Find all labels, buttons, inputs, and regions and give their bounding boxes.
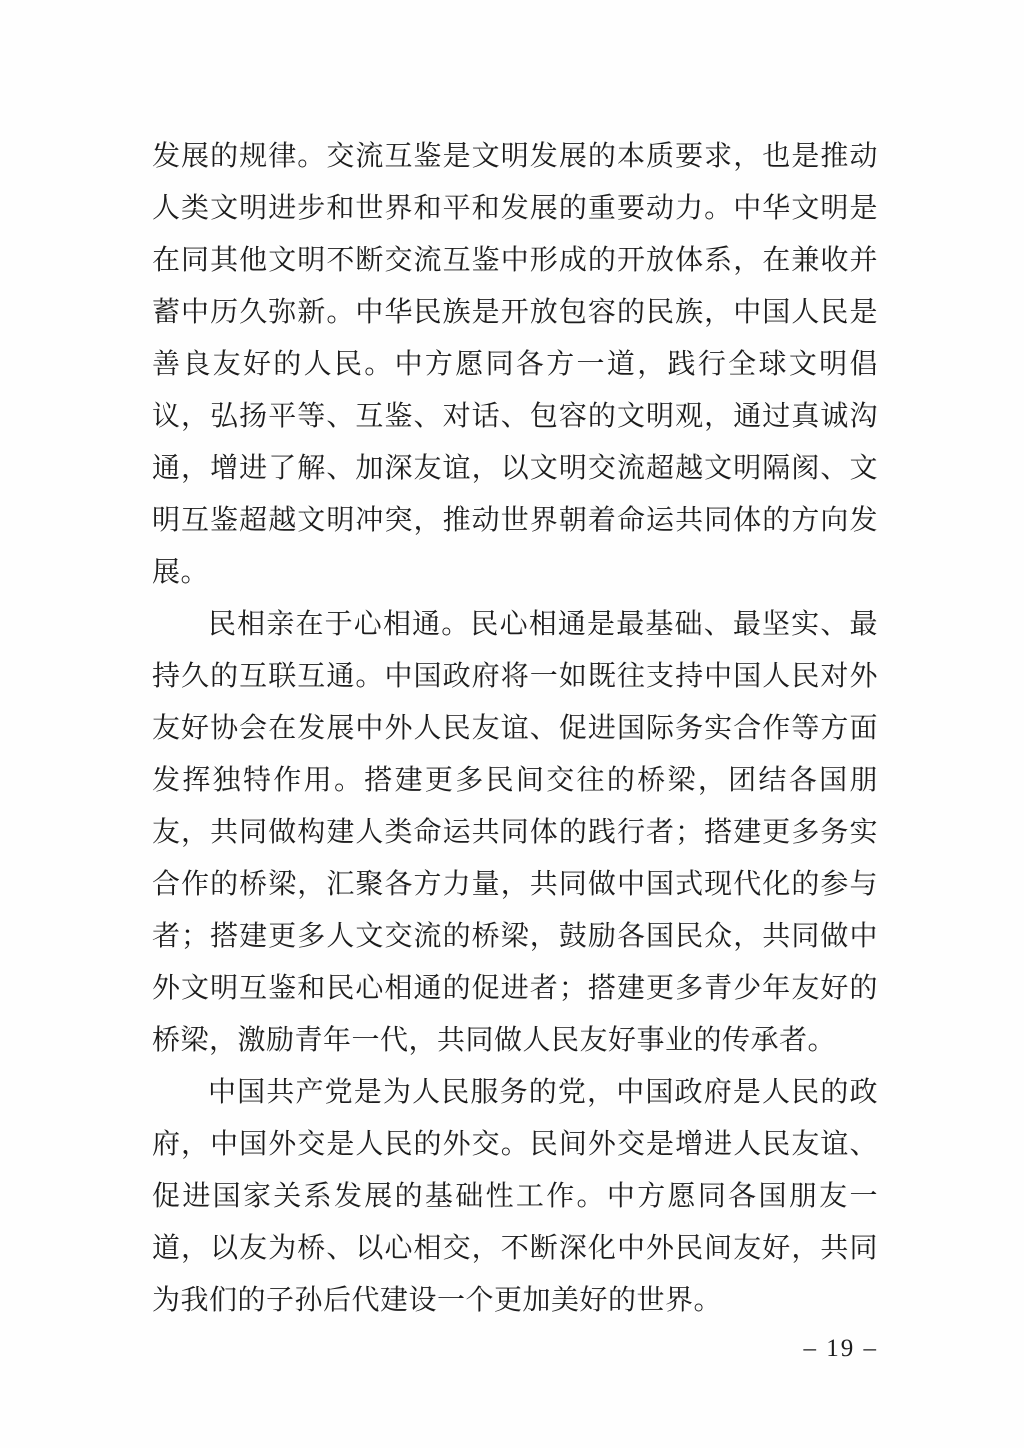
body-paragraph-1: 发展的规律。交流互鉴是文明发展的本质要求，也是推动人类文明进步和世界和平和发展的重要动力。中华文明是在同其他文明不断交流互鉴中形成的开放体系，在兼收并蓄中历久弥新。中华民族是开放包容的民族，中国人民是善良友好的人民。中方愿同各方一道，践行全球文明倡议，弘扬平等、互鉴、对话、包容的文明观，通过真诚沟通，增进了解、加深友谊，以文明交流超越文明隔阂、文明互鉴超越文明冲突，推动世界朝着命运共同体的方向发展。 <box>152 139 878 588</box>
text-block <box>152 130 878 1326</box>
page-number: – 19 – <box>803 1335 878 1362</box>
body-paragraph-2: 民相亲在于心相通。民心相通是最基础、最坚实、最持久的互联互通。中国政府将一如既往支持中国人民对外友好协会在发展中外人民友谊、促进国际务实合作等方面发挥独特作用。搭建更多民间交往的桥梁，团结各国朋友，共同做构建人类命运共同体的践行者；搭建更多务实合作的桥梁，汇聚各方力量，共同做中国式现代化的参与者；搭建更多人文交流的桥梁，鼓励各国民众，共同做中外文明互鉴和民心相通的促进者；搭建更多青少年友好的桥梁，激励青年一代，共同做人民友好事业的传承者。 <box>152 607 878 1056</box>
body-paragraph-3: 中国共产党是为人民服务的党，中国政府是人民的政府，中国外交是人民的外交。民间外交是增进人民友谊、促进国家关系发展的基础性工作。中方愿同各国朋友一道，以友为桥、以心相交，不断深化中外民间友好，共同为我们的子孙后代建设一个更加美好的世界。 <box>152 1075 878 1316</box>
